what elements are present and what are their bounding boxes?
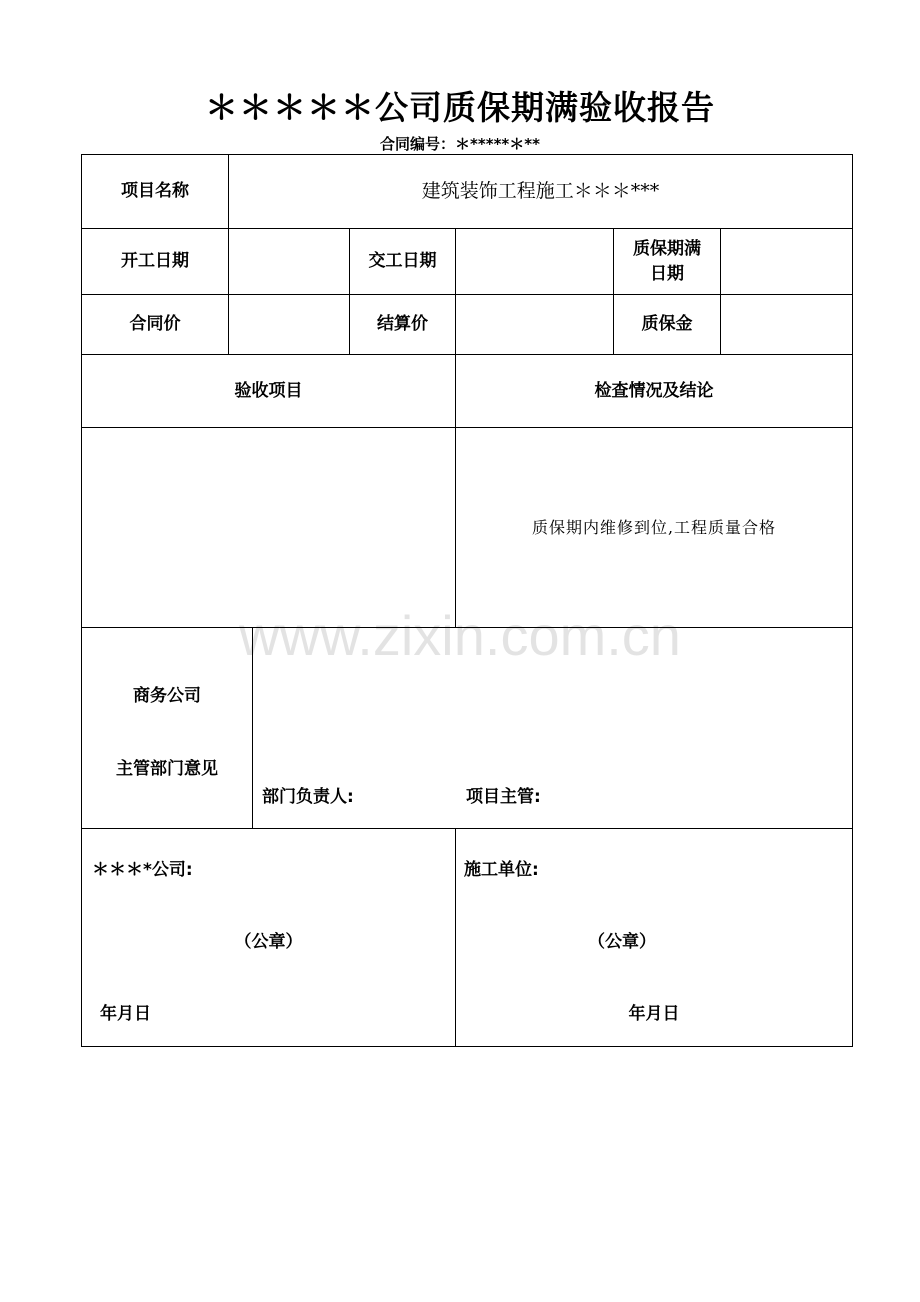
row-divider <box>81 828 853 829</box>
settlement-price-label: 结算价 <box>377 314 428 335</box>
contractor-seal: （公章） <box>588 932 656 952</box>
start-date-value[interactable] <box>229 229 349 294</box>
company-signature-label: ＊＊＊*公司: <box>92 860 193 880</box>
contract-price-value[interactable] <box>229 295 349 354</box>
handover-date-label: 交工日期 <box>368 251 437 272</box>
inspection-header: 检查情况及结论 <box>594 380 714 401</box>
contract-number <box>0 133 920 154</box>
warranty-deposit-label: 质保金 <box>641 314 693 335</box>
watermark: www.zixin.com.cn <box>239 604 681 667</box>
company-seal: （公章） <box>234 932 303 952</box>
document-title: ＊＊＊＊＊公司质保期满验收报告 <box>205 88 715 127</box>
contract-number-label: 合同编号： <box>380 135 456 153</box>
company-date: 年月日 <box>100 1004 151 1024</box>
dept-opinion-label: 主管部门意见 <box>116 759 218 779</box>
handover-date-value[interactable] <box>456 229 613 294</box>
warranty-end-label-line1: 质保期满 <box>633 238 701 259</box>
acceptance-items-value[interactable] <box>82 428 455 627</box>
contract-price-label: 合同价 <box>129 314 181 335</box>
project-name-label: 项目名称 <box>121 181 189 202</box>
project-name-value: 建筑装饰工程施工＊＊＊*** <box>421 179 660 202</box>
column-divider <box>252 627 253 828</box>
dept-head-signature-label: 部门负责人: <box>262 787 354 807</box>
warranty-end-label-line2: 日期 <box>650 263 684 284</box>
acceptance-items-header: 验收项目 <box>234 380 303 401</box>
warranty-end-date-value[interactable] <box>721 229 852 294</box>
contractor-date: 年月日 <box>628 1004 680 1024</box>
contract-number-value: ＊*****＊** <box>455 135 540 153</box>
warranty-end-date-label <box>614 229 720 294</box>
contractor-signature-label: 施工单位: <box>464 860 539 880</box>
warranty-deposit-value[interactable] <box>721 295 852 354</box>
row-divider <box>81 627 853 628</box>
commerce-company-label: 商务公司 <box>133 686 201 706</box>
inspection-conclusion: 质保期内维修到位,工程质量合格 <box>531 517 777 537</box>
settlement-price-value[interactable] <box>456 295 613 354</box>
start-date-label: 开工日期 <box>121 251 189 272</box>
project-supervisor-signature-label: 项目主管: <box>466 787 541 807</box>
